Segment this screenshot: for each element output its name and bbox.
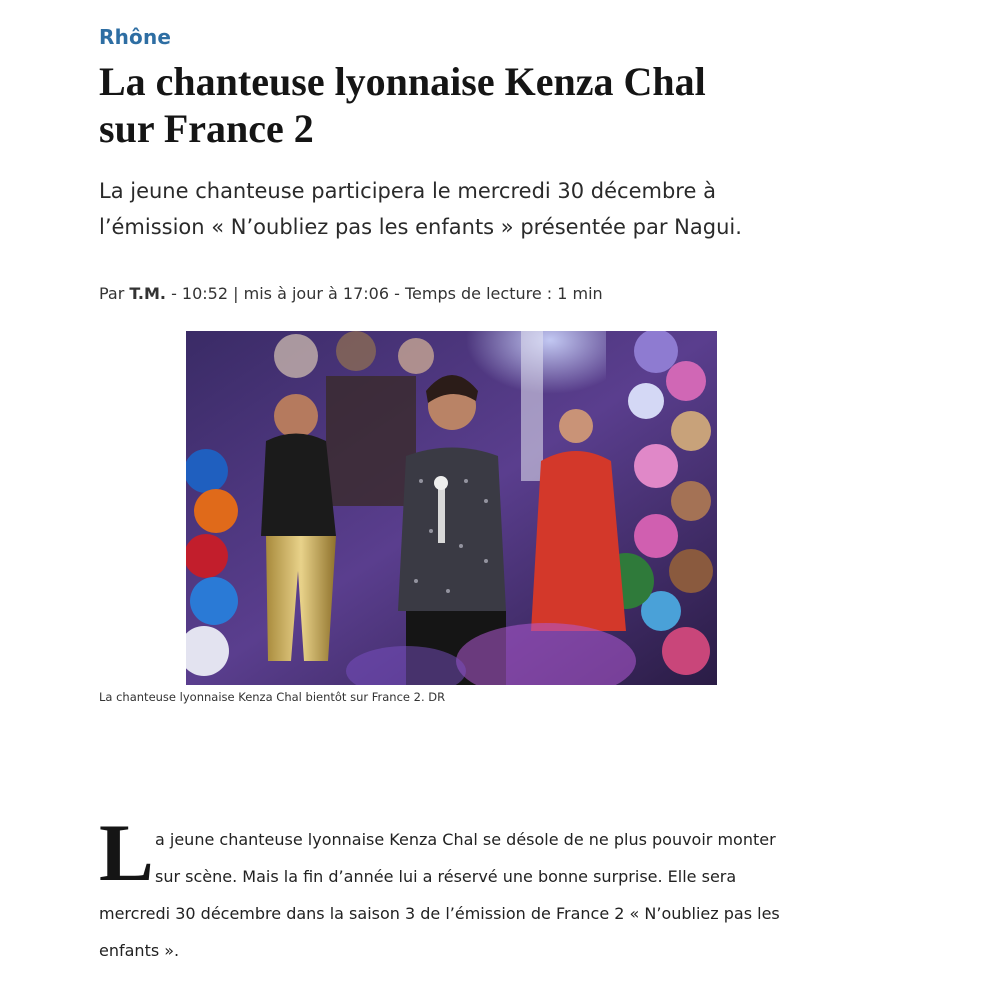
body-line: a jeune chanteuse lyonnaise Kenza Chal se désole de ne plus pouvoir monter (155, 830, 776, 849)
photo-caption: La chanteuse lyonnaise Kenza Chal bientôt sur France 2. DR (99, 690, 446, 704)
article-lede (99, 173, 799, 245)
byline-reading-time: - Temps de lecture : 1 min (394, 284, 603, 303)
headline-line: sur France 2 (99, 106, 314, 151)
article-body-paragraph (99, 821, 814, 969)
byline (99, 284, 603, 303)
byline-separator: | (233, 284, 239, 303)
byline-published: - 10:52 (171, 284, 229, 303)
photo-illustration (186, 331, 717, 685)
byline-author[interactable]: T.M. (129, 284, 166, 303)
article-photo[interactable] (186, 331, 717, 685)
section-rubric-link[interactable]: Rhône (99, 25, 172, 49)
byline-prefix: Par (99, 284, 125, 303)
headline-line: La chanteuse lyonnaise Kenza Chal (99, 59, 706, 104)
article-headline (99, 58, 799, 152)
drop-cap: L (99, 807, 154, 898)
body-line: mercredi 30 décembre dans la saison 3 de l’émission de France 2 « N’oubliez pas les (99, 904, 780, 923)
body-line: sur scène. Mais la fin d’année lui a réservé une bonne surprise. Elle sera (155, 867, 737, 886)
byline-updated: mis à jour à 17:06 (243, 284, 389, 303)
lede-line: l’émission « N’oubliez pas les enfants » présentée par Nagui. (99, 215, 742, 239)
lede-line: La jeune chanteuse participera le mercredi 30 décembre à (99, 179, 716, 203)
body-line: enfants ». (99, 941, 180, 960)
